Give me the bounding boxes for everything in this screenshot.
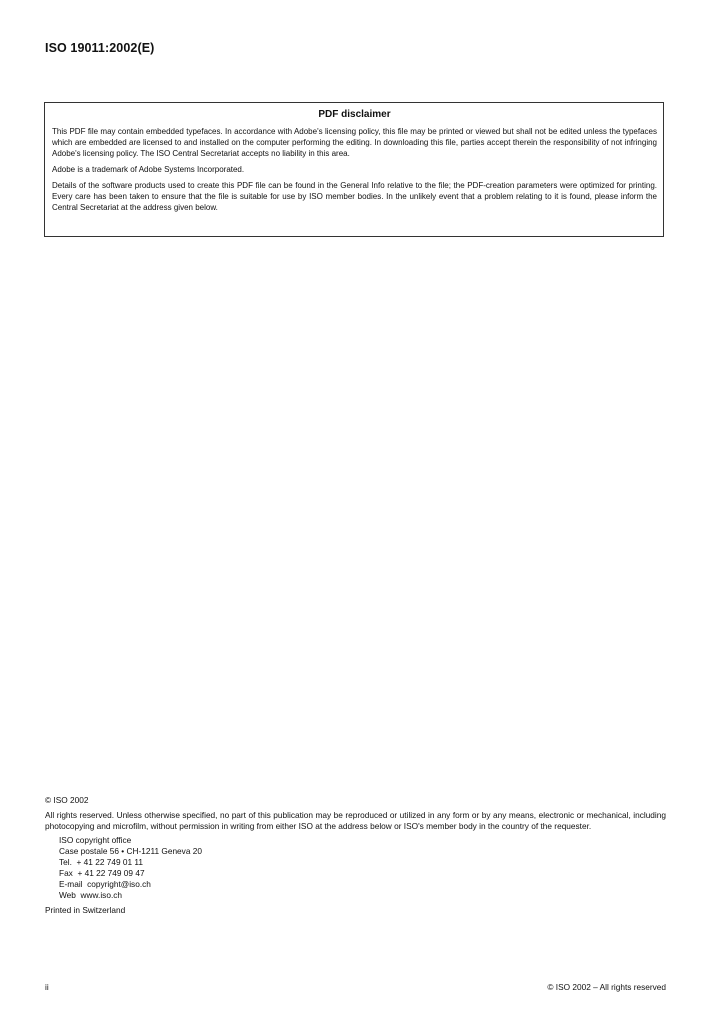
rights-reserved-text: All rights reserved. Unless otherwise specified, no part of this publication may be reproduced or utilized in any form or by any means, electronic or mechanical, including photocopying and microfilm, without permission in writing from either ISO at the address below or ISO's member body in the country of the requester.	[45, 810, 666, 831]
printed-in-text: Printed in Switzerland	[45, 905, 126, 915]
address-postal: Case postale 56 • CH-1211 Geneva 20	[59, 846, 202, 856]
copyright-line: © ISO 2002	[45, 795, 89, 805]
copyright-block	[45, 795, 666, 916]
disclaimer-paragraph-software: Details of the software products used to create this PDF file can be found in the General Info relative to the file; the PDF-creation parameters were optimized for printing. Every care has been taken to ensure that the file is suitable for use by ISO member bodies. In the unlikely event that a problem relating to it is found, please inform the Central Secretariat at the address given below.	[52, 181, 657, 212]
pdf-disclaimer-box	[44, 102, 664, 237]
address-web: Web www.iso.ch	[59, 890, 123, 900]
address-fax: Fax + 41 22 749 09 47	[59, 868, 145, 878]
address-email: E-mail copyright@iso.ch	[59, 879, 151, 889]
page-number: ii	[45, 982, 49, 992]
disclaimer-paragraph-trademark: Adobe is a trademark of Adobe Systems Incorporated.	[52, 165, 245, 174]
disclaimer-title: PDF disclaimer	[318, 109, 391, 120]
address-office: ISO copyright office	[59, 835, 132, 845]
disclaimer-paragraph-typefaces: This PDF file may contain embedded typefaces. In accordance with Adobe's licensing policy, this file may be printed or viewed but shall not be edited unless the typefaces which are embedded are licensed to and installed on the computer performing the editing. In downloading this file, parties accept therein the responsibility of not infringing Adobe's licensing policy. The ISO Central Secretariat accepts no liability in this area.	[52, 127, 657, 158]
document-header-title: ISO 19011:2002(E)	[45, 41, 155, 55]
address-tel: Tel. + 41 22 749 01 11	[59, 857, 144, 867]
footer-copyright: © ISO 2002 – All rights reserved	[547, 982, 666, 992]
iso-address	[59, 835, 666, 901]
